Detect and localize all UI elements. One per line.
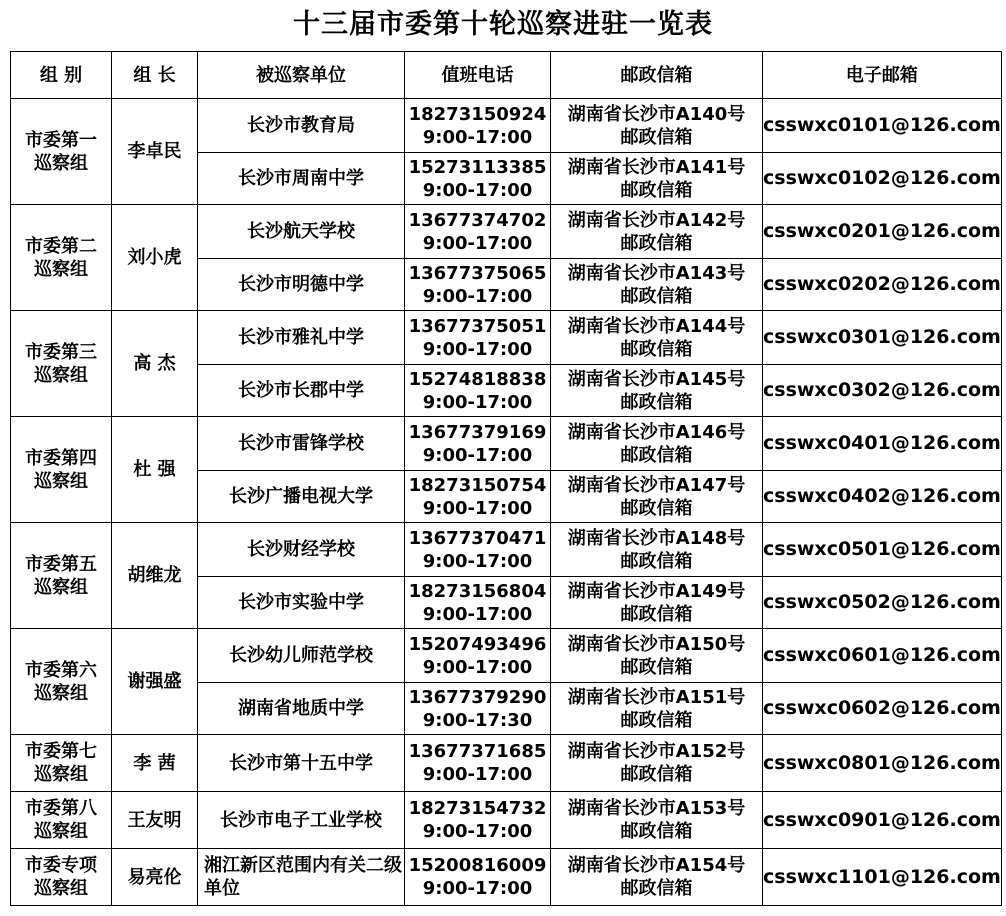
header-postbox: 邮政信箱 — [551, 52, 763, 99]
email-address: csswxc1101@126.com — [763, 849, 1002, 906]
group-leader: 易亮伦 — [112, 849, 198, 906]
email-address: csswxc0202@126.com — [763, 259, 1002, 311]
postal-box-label: 邮政信箱 — [620, 550, 693, 572]
phone-number: 13677375065 — [408, 262, 547, 284]
table-row — [11, 735, 1002, 792]
postal-box-address: 湖南省长沙市A150号 — [567, 633, 746, 655]
duty-hours: 9:00-17:00 — [422, 232, 533, 254]
header-group: 组 别 — [11, 52, 112, 99]
duty-hours: 9:00-17:00 — [422, 179, 533, 201]
group-name — [11, 523, 112, 629]
group-name — [11, 99, 112, 205]
postal-box-address: 湖南省长沙市A144号 — [567, 315, 746, 337]
group-name-line1: 市委第七 — [25, 741, 97, 762]
duty-hours: 9:00-17:00 — [422, 444, 533, 466]
duty-phone — [405, 735, 551, 792]
phone-number: 13677370471 — [408, 527, 547, 549]
duty-hours: 9:00-17:00 — [422, 878, 533, 899]
group-name — [11, 735, 112, 792]
postal-box-label: 邮政信箱 — [620, 709, 693, 731]
email-address: csswxc0301@126.com — [763, 311, 1002, 365]
group-name-line2: 巡察组 — [34, 576, 88, 598]
duty-hours: 9:00-17:00 — [422, 656, 533, 678]
inspection-table — [10, 51, 1002, 906]
group-name-line2: 巡察组 — [34, 152, 88, 174]
group-leader: 李卓民 — [112, 99, 198, 205]
postal-box-label: 邮政信箱 — [620, 391, 693, 413]
postal-box-address: 湖南省长沙市A147号 — [567, 474, 746, 496]
postal-box — [551, 153, 763, 205]
inspected-unit: 长沙市电子工业学校 — [198, 792, 405, 849]
postal-box-label: 邮政信箱 — [620, 338, 693, 360]
page-title: 十三届市委第十轮巡察进驻一览表 — [293, 9, 713, 40]
group-name-line1: 市委专项 — [25, 855, 97, 876]
header-unit: 被巡察单位 — [198, 52, 405, 99]
header-leader: 组 长 — [112, 52, 198, 99]
phone-number: 15273113385 — [408, 156, 547, 178]
postal-box — [551, 683, 763, 735]
duty-phone — [405, 205, 551, 259]
group-name-line1: 市委第三 — [25, 341, 97, 363]
group-name-line2: 巡察组 — [34, 258, 88, 280]
postal-box-address: 湖南省长沙市A151号 — [567, 686, 746, 708]
duty-phone — [405, 471, 551, 523]
postal-box — [551, 365, 763, 417]
postal-box-address: 湖南省长沙市A140号 — [567, 103, 746, 125]
table-row — [11, 629, 1002, 683]
group-leader: 王友明 — [112, 792, 198, 849]
duty-hours: 9:00-17:00 — [422, 497, 533, 519]
phone-number: 18273150754 — [408, 474, 547, 496]
postal-box — [551, 99, 763, 153]
group-name-line1: 市委第六 — [25, 659, 97, 681]
email-address: csswxc0602@126.com — [763, 683, 1002, 735]
postal-box — [551, 311, 763, 365]
group-name — [11, 417, 112, 523]
duty-phone — [405, 365, 551, 417]
postal-box-label: 邮政信箱 — [620, 179, 693, 201]
group-name — [11, 205, 112, 311]
email-address: csswxc0401@126.com — [763, 417, 1002, 471]
group-leader: 刘小虎 — [112, 205, 198, 311]
group-leader: 高 杰 — [112, 311, 198, 417]
phone-number: 18273150924 — [408, 103, 547, 125]
phone-number: 13677379290 — [408, 686, 547, 708]
postal-box-address: 湖南省长沙市A152号 — [567, 741, 746, 762]
postal-box-label: 邮政信箱 — [620, 497, 693, 519]
duty-phone — [405, 417, 551, 471]
table-row — [11, 205, 1002, 259]
inspected-unit: 湖南省地质中学 — [198, 683, 405, 735]
inspected-unit: 长沙市实验中学 — [198, 577, 405, 629]
duty-phone — [405, 259, 551, 311]
postal-box — [551, 205, 763, 259]
duty-hours: 9:00-17:00 — [422, 338, 533, 360]
postal-box-label: 邮政信箱 — [620, 603, 693, 625]
email-address: csswxc0501@126.com — [763, 523, 1002, 577]
group-name-line2: 巡察组 — [34, 764, 88, 785]
postal-box-label: 邮政信箱 — [620, 656, 693, 678]
postal-box-address: 湖南省长沙市A154号 — [567, 855, 746, 876]
group-name-line2: 巡察组 — [34, 878, 88, 899]
duty-hours: 9:00-17:00 — [422, 764, 533, 785]
inspected-unit: 长沙市长郡中学 — [198, 365, 405, 417]
duty-hours: 9:00-17:00 — [422, 126, 533, 148]
duty-hours: 9:00-17:00 — [422, 550, 533, 572]
postal-box-label: 邮政信箱 — [620, 878, 693, 899]
postal-box-label: 邮政信箱 — [620, 444, 693, 466]
inspected-unit: 长沙市雅礼中学 — [198, 311, 405, 365]
duty-phone — [405, 153, 551, 205]
email-address: csswxc0201@126.com — [763, 205, 1002, 259]
postal-box-address: 湖南省长沙市A146号 — [567, 421, 746, 443]
inspected-unit: 长沙市教育局 — [198, 99, 405, 153]
duty-phone — [405, 311, 551, 365]
email-address: csswxc0402@126.com — [763, 471, 1002, 523]
inspected-unit: 长沙市第十五中学 — [198, 735, 405, 792]
postal-box-address: 湖南省长沙市A142号 — [567, 209, 746, 231]
group-leader: 杜 强 — [112, 417, 198, 523]
header-email: 电子邮箱 — [763, 52, 1002, 99]
phone-number: 15274818838 — [408, 368, 547, 390]
email-address: csswxc0901@126.com — [763, 792, 1002, 849]
postal-box-address: 湖南省长沙市A145号 — [567, 368, 746, 390]
group-name-line1: 市委第五 — [25, 553, 97, 575]
duty-hours: 9:00-17:00 — [422, 603, 533, 625]
group-name-line2: 巡察组 — [34, 470, 88, 492]
group-name-line2: 巡察组 — [34, 821, 88, 842]
group-name — [11, 629, 112, 735]
postal-box-label: 邮政信箱 — [620, 126, 693, 148]
group-leader: 谢强盛 — [112, 629, 198, 735]
postal-box — [551, 849, 763, 906]
inspected-unit: 湘江新区范围内有关二级单位 — [198, 849, 405, 906]
phone-number: 13677379169 — [408, 421, 547, 443]
postal-box-label: 邮政信箱 — [620, 821, 693, 842]
inspected-unit: 长沙财经学校 — [198, 523, 405, 577]
inspected-unit: 长沙市明德中学 — [198, 259, 405, 311]
inspected-unit: 长沙航天学校 — [198, 205, 405, 259]
inspected-unit: 长沙市雷锋学校 — [198, 417, 405, 471]
email-address: csswxc0102@126.com — [763, 153, 1002, 205]
email-address: csswxc0302@126.com — [763, 365, 1002, 417]
postal-box-address: 湖南省长沙市A143号 — [567, 262, 746, 284]
inspected-unit: 长沙广播电视大学 — [198, 471, 405, 523]
duty-hours: 9:00-17:00 — [422, 285, 533, 307]
postal-box — [551, 735, 763, 792]
duty-phone — [405, 99, 551, 153]
table-row — [11, 849, 1002, 906]
group-name-line1: 市委第一 — [25, 129, 97, 151]
phone-number: 13677374702 — [408, 209, 547, 231]
phone-number: 18273154732 — [408, 798, 547, 819]
duty-phone — [405, 577, 551, 629]
duty-hours: 9:00-17:30 — [422, 709, 533, 731]
postal-box-address: 湖南省长沙市A149号 — [567, 580, 746, 602]
duty-phone — [405, 629, 551, 683]
email-address: csswxc0801@126.com — [763, 735, 1002, 792]
postal-box — [551, 523, 763, 577]
group-name-line1: 市委第八 — [25, 798, 97, 819]
duty-phone — [405, 523, 551, 577]
table-row — [11, 417, 1002, 471]
header-row — [11, 52, 1002, 99]
duty-hours: 9:00-17:00 — [422, 391, 533, 413]
inspected-unit: 长沙幼儿师范学校 — [198, 629, 405, 683]
email-address: csswxc0601@126.com — [763, 629, 1002, 683]
postal-box-address: 湖南省长沙市A141号 — [567, 156, 746, 178]
group-name — [11, 792, 112, 849]
postal-box — [551, 792, 763, 849]
table-row — [11, 792, 1002, 849]
header-phone: 值班电话 — [405, 52, 551, 99]
table-row — [11, 523, 1002, 577]
phone-number: 13677371685 — [408, 741, 547, 762]
email-address: csswxc0502@126.com — [763, 577, 1002, 629]
group-name-line2: 巡察组 — [34, 682, 88, 704]
phone-number: 13677375051 — [408, 315, 547, 337]
postal-box-label: 邮政信箱 — [620, 285, 693, 307]
group-name-line2: 巡察组 — [34, 364, 88, 386]
phone-number: 18273156804 — [408, 580, 547, 602]
postal-box-address: 湖南省长沙市A148号 — [567, 527, 746, 549]
group-name-line1: 市委第二 — [25, 235, 97, 257]
postal-box-label: 邮政信箱 — [620, 232, 693, 254]
postal-box — [551, 577, 763, 629]
postal-box — [551, 471, 763, 523]
postal-box — [551, 629, 763, 683]
postal-box-label: 邮政信箱 — [620, 764, 693, 785]
duty-phone — [405, 792, 551, 849]
table-row — [11, 311, 1002, 365]
duty-phone — [405, 683, 551, 735]
group-leader: 李 茜 — [112, 735, 198, 792]
postal-box — [551, 417, 763, 471]
group-name — [11, 849, 112, 906]
phone-number: 15207493496 — [408, 633, 547, 655]
phone-number: 15200816009 — [408, 855, 547, 876]
group-name-line1: 市委第四 — [25, 447, 97, 469]
postal-box-address: 湖南省长沙市A153号 — [567, 798, 746, 819]
group-leader: 胡维龙 — [112, 523, 198, 629]
duty-hours: 9:00-17:00 — [422, 821, 533, 842]
inspected-unit: 长沙市周南中学 — [198, 153, 405, 205]
duty-phone — [405, 849, 551, 906]
table-row — [11, 99, 1002, 153]
postal-box — [551, 259, 763, 311]
group-name — [11, 311, 112, 417]
email-address: csswxc0101@126.com — [763, 99, 1002, 153]
